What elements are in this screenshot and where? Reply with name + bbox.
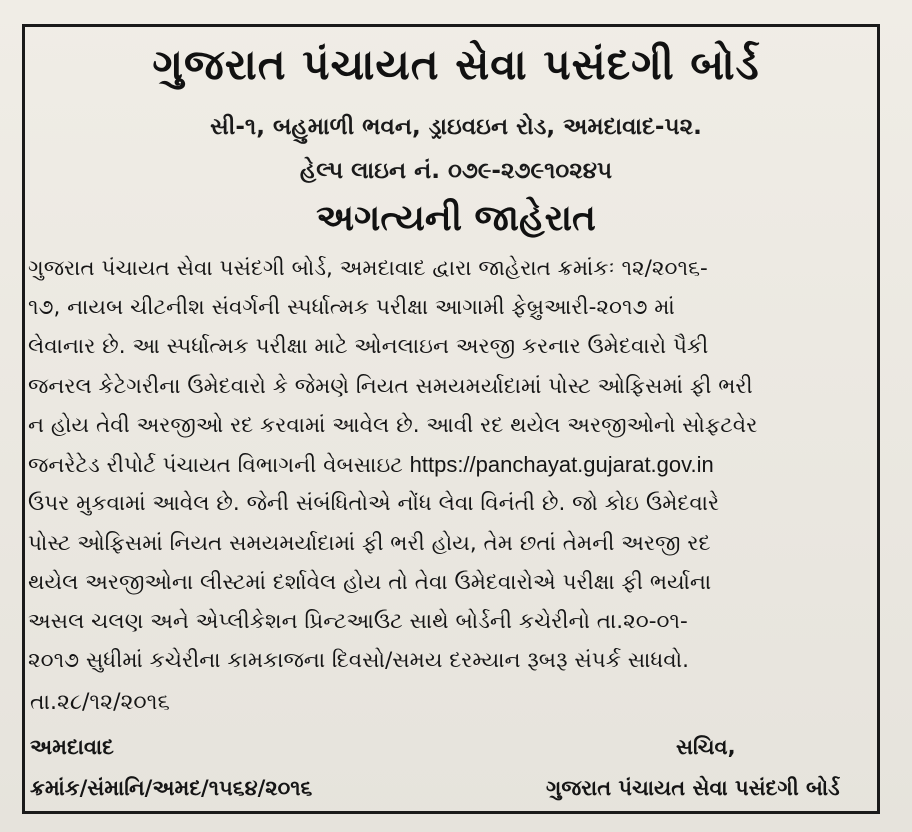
body-line-4: જનરલ કેટેગરીના ઉમેદવારો કે જેમણે નિયત સમયમર્યાદામાં પોસ્ટ ઓફિસમાં ફી ભરી — [28, 374, 753, 399]
office-address: સી-૧, બહુમાળી ભવન, ડ્રાઇવઇન રોડ, અમદાવાદ-૫૨. — [210, 114, 702, 140]
body-line-2: ૧૭, નાયબ ચીટનીશ સંવર્ગની સ્પર્ધાત્મક પરીક્ષા આગામી ફેબ્રુઆરી-૨૦૧૭ માં — [28, 295, 675, 320]
body-line-11: ૨૦૧૭ સુધીમાં કચેરીના કામકાજના દિવસો/સમય દરમ્યાન રૂબરૂ સંપર્ક સાધવો. — [28, 648, 689, 673]
reference-number: ક્રમાંક/સંમાનિ/અમદ/૧૫૬૪/૨૦૧૬ — [30, 776, 313, 800]
helpline-number: હેલ્પ લાઇન નં. ૦૭૯-૨૭૯૧૦૨૪૫ — [299, 158, 613, 184]
body-line-3: લેવાનાર છે. આ સ્પર્ધાત્મક પરીક્ષા માટે ઓનલાઇન અરજી કરનાર ઉમેદવારો પૈકી — [28, 334, 709, 359]
body-line-5: ન હોય તેવી અરજીઓ રદ કરવામાં આવેલ છે. આવી રદ થયેલ અરજીઓનો સોફટવેર — [28, 413, 758, 438]
body-line-9: થયેલ અરજીઓના લીસ્ટમાં દર્શાવેલ હોય તો તેવા ઉમેદવારોએ પરીક્ષા ફી ભર્યાના — [28, 570, 712, 595]
body-line-7: ઉપર મુકવામાં આવેલ છે. જેની સંબંધિતોએ નોંધ લેવા વિનંતી છે. જો કોઇ ઉમેદવારે — [28, 491, 720, 516]
notice-heading: અગત્યની જાહેરાત — [316, 198, 596, 239]
notice-title: ગુજરાત પંચાયત સેવા પસંદગી બોર્ડ — [152, 40, 760, 89]
place-name: અમદાવાદ — [30, 735, 114, 759]
notice-date: તા.૨૮/૧૨/૨૦૧૬ — [30, 690, 170, 715]
body-line-10: અસલ ચલણ અને એપ્લીકેશન પ્રિન્ટઆઉટ સાથે બોર્ડની કચેરીનો તા.૨૦-૦૧- — [28, 609, 688, 634]
body-line-6-text: જનરેટેડ રીપોર્ટ પંચાયત વિભાગની વેબસાઇટ — [28, 453, 403, 478]
signatory-organization: ગુજરાત પંચાયત સેવા પસંદગી બોર્ડ — [546, 776, 840, 800]
body-line-6 — [28, 452, 714, 478]
website-link[interactable]: https://panchayat.gujarat.gov.in — [409, 452, 714, 477]
signatory-title: સચિવ, — [676, 735, 736, 759]
body-line-1: ગુજરાત પંચાયત સેવા પસંદગી બોર્ડ, અમદાવાદ દ્વારા જાહેરાત ક્રમાંકઃ ૧૨/૨૦૧૬- — [28, 256, 708, 281]
body-line-8: પોસ્ટ ઓફિસમાં નિયત સમયમર્યાદામાં ફી ભરી હોય, તેમ છતાં તેમની અરજી રદ — [28, 531, 711, 556]
